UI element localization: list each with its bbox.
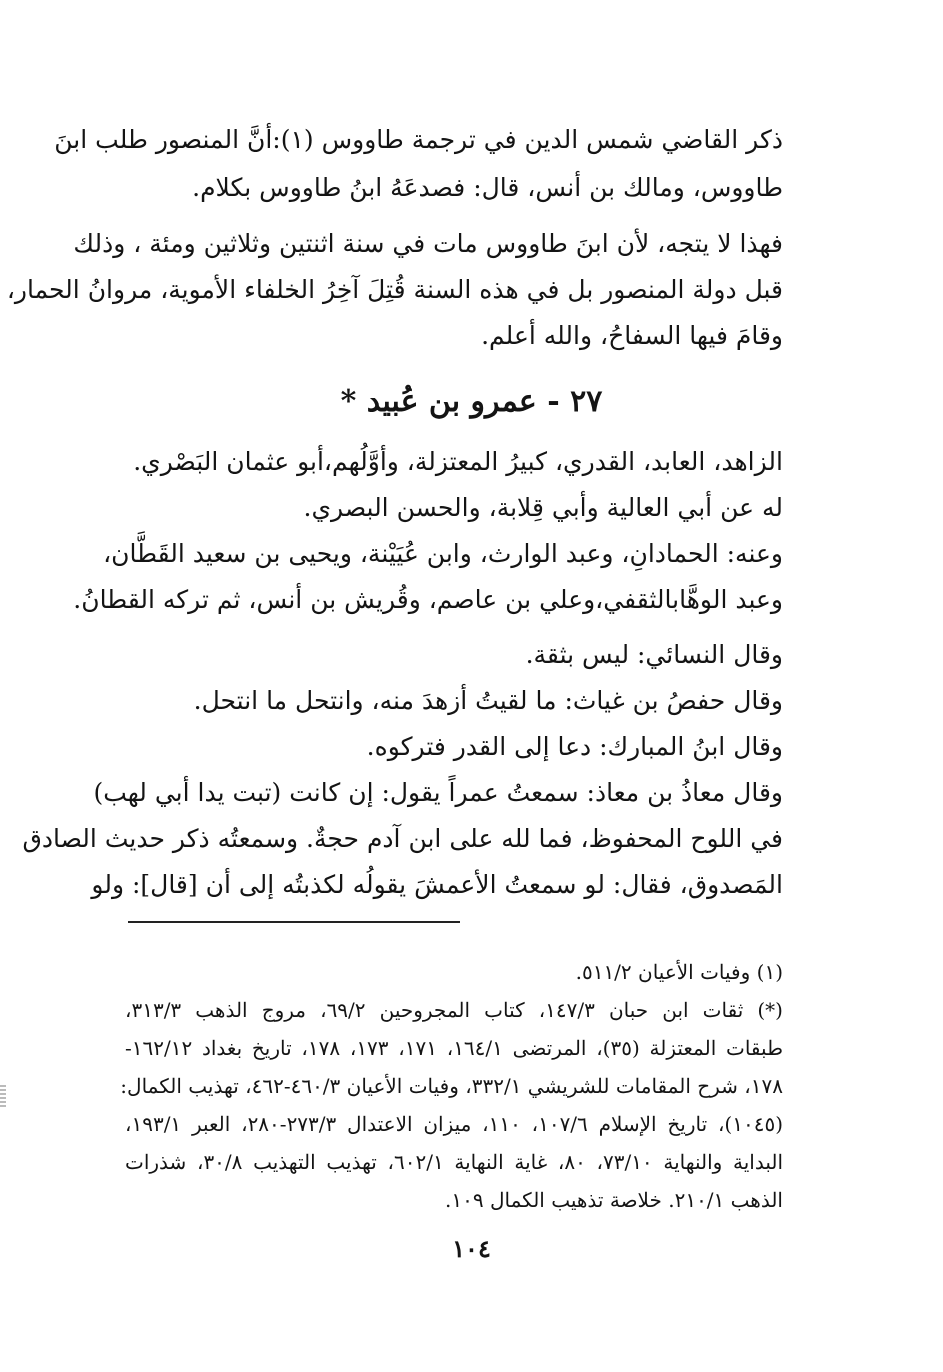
- body-line-4: وعبد الوهَّابالثقفي،وعلي بن عاصم، وقُريش بن أنس، ثم تركه القطانُ.: [73, 585, 783, 614]
- footnote-separator: [128, 921, 460, 923]
- footnote-2-line6: الذهب ٢١٠/١. خلاصة تذهيب الكمال ١٠٩.: [445, 1188, 783, 1212]
- footnote-2-line4: (١٠٤٥)، تاريخ الإسلام ١٠٧/٦، ١١٠، ميزان الاعتدال ٢٧٣/٣-٢٨٠، العبر ١٩٣/١،: [125, 1112, 783, 1136]
- body-line-5: وقال النسائي: ليس بثقة.: [525, 640, 783, 669]
- body-line-7: وقال ابنُ المبارك: دعا إلى القدر فتركوه.: [366, 732, 783, 761]
- footnote-2-line2: طبقات المعتزلة (٣٥)، المرتضى ١٦٤/١، ١٧١، ١٧٣، ١٧٨، تاريخ بغداد ١٦٢/١٢-: [125, 1036, 783, 1060]
- footnote-2-line3: ١٧٨، شرح المقامات للشريشي ٣٣٢/١، وفيات الأعيان ٤٦٠/٣-٤٦٢، تهذيب الكمال:: [120, 1074, 783, 1098]
- footnote-2-line5: البداية والنهاية ٧٣/١٠، ٨٠، غاية النهاية ٦٠٢/١، تهذيب التهذيب ٣٠/٨، شذرات: [125, 1150, 784, 1174]
- body-line-10: المَصدوق، فقال: لو سمعتُ الأعمشَ يقولُه لكذبتُه إلى أن [قال]: ولو: [91, 870, 783, 899]
- body-line-2: له عن أبي العالية وأبي قِلابة، والحسن البصري.: [303, 493, 783, 522]
- body-line-9: في اللوح المحفوظ، فما لله على ابن آدم حجةٌ. وسمعتُه ذكر حديث الصادق: [22, 824, 783, 853]
- scan-artifact: [0, 1085, 6, 1107]
- body-line-1: الزاهد، العابد، القدري، كبيرُ المعتزلة، وأوَّلُهم،أبو عثمان البَصْري.: [133, 447, 783, 476]
- footnote-2-line1: (*) ثقات ابن حبان ١٤٧/٣، كتاب المجروحين ٦٩/٢، مروج الذهب ٣١٣/٣،: [125, 998, 783, 1022]
- entry-heading: ٢٧ - عمرو بن عُبيد *: [340, 384, 603, 419]
- footnote-1: (١) وفيات الأعيان ٥١١/٢.: [575, 960, 783, 984]
- para2-line3: وقامَ فيها السفاحُ، والله أعلم.: [481, 321, 783, 350]
- body-line-6: وقال حفصُ بن غياث: ما لقيتُ أزهدَ منه، وانتحل ما انتحل.: [193, 686, 783, 715]
- para1-line2: طاووس، ومالك بن أنس، قال: فصدعَهُ ابنُ طاووس بكلام.: [192, 173, 783, 202]
- para2-line1: فهذا لا يتجه، لأن ابنَ طاووس مات في سنة اثنتين وثلاثين ومئة ، وذلك: [73, 229, 783, 258]
- para1-line1: ذكر القاضي شمس الدين في ترجمة طاووس (١):أنَّ المنصور طلب ابنَ: [54, 125, 783, 154]
- para2-line2: قبل دولة المنصور بل في هذه السنة قُتِلَ آخِرُ الخلفاء الأموية، مروانُ الحمار،: [6, 275, 783, 304]
- body-line-8: وقال معاذُ بن معاذ: سمعتُ عمراً يقول: إن كانت (تبت يدا أبي لهب): [93, 778, 783, 807]
- page-number: ١٠٤: [452, 1234, 491, 1263]
- body-line-3: وعنه: الحمادانِ، وعبد الوارث، وابن عُيَيْنة، ويحيى بن سعيد القَطَّان،: [103, 539, 783, 568]
